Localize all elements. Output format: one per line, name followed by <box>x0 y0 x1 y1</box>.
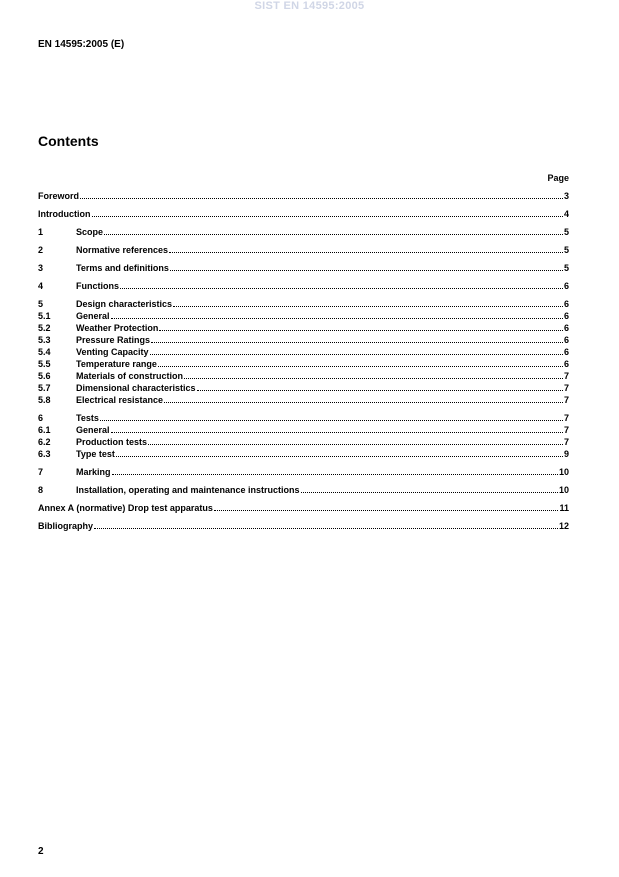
toc-leader-dots <box>151 334 563 343</box>
toc-entry-title: Pressure Ratings <box>76 335 151 345</box>
toc-entry-page: 6 <box>563 347 569 357</box>
page-column-heading: Page <box>547 173 569 183</box>
toc-entry-title: General <box>76 311 110 321</box>
toc-entry-number: 2 <box>38 245 44 255</box>
toc-entry-title: Terms and definitions <box>76 263 169 273</box>
toc-entry[interactable] <box>38 394 569 406</box>
toc-entry-number: 7 <box>38 467 44 477</box>
toc-entry-number: 5.8 <box>38 395 51 405</box>
toc-entry-number: 6.1 <box>38 425 51 435</box>
toc-entry-page: 6 <box>563 281 569 291</box>
toc-entry-page: 3 <box>563 191 569 201</box>
toc-entry-title: Annex A (normative) Drop test apparatus <box>38 503 213 513</box>
toc-entry-page: 5 <box>563 263 569 273</box>
toc-leader-dots <box>169 244 563 253</box>
toc-entry-title: Bibliography <box>38 521 94 531</box>
toc-entry-page: 12 <box>558 521 569 531</box>
toc-entry[interactable] <box>38 520 569 532</box>
toc-entry-title: Foreword <box>38 191 80 201</box>
toc-leader-dots <box>164 394 563 403</box>
toc-entry-title: Introduction <box>38 209 91 219</box>
toc-entry[interactable] <box>38 262 569 274</box>
toc-leader-dots <box>104 226 563 235</box>
toc-leader-dots <box>214 502 559 511</box>
toc-entry[interactable] <box>38 370 569 382</box>
toc-leader-dots <box>301 484 558 493</box>
toc-entry-number: 1 <box>38 227 44 237</box>
toc-entry-number: 8 <box>38 485 44 495</box>
toc-leader-dots <box>120 280 563 289</box>
toc-leader-dots <box>184 370 563 379</box>
toc-entry[interactable] <box>38 412 569 424</box>
toc-leader-dots <box>92 208 563 217</box>
toc-entry-page: 7 <box>563 371 569 381</box>
toc-entry-title: Dimensional characteristics <box>76 383 196 393</box>
toc-entry-number: 3 <box>38 263 44 273</box>
toc-entry-title: Scope <box>76 227 104 237</box>
toc-entry-page: 7 <box>563 437 569 447</box>
toc-leader-dots <box>94 520 558 529</box>
toc-entry-page: 5 <box>563 245 569 255</box>
toc-leader-dots <box>197 382 563 391</box>
toc-leader-dots <box>111 424 563 433</box>
toc-entry[interactable] <box>38 346 569 358</box>
toc-entry-page: 10 <box>558 485 569 495</box>
toc-entry[interactable] <box>38 280 569 292</box>
toc-entry-title: Functions <box>76 281 119 291</box>
toc-entry[interactable] <box>38 484 569 496</box>
toc-entry-title: Design characteristics <box>76 299 173 309</box>
toc-entry-page: 6 <box>563 335 569 345</box>
toc-entry-page: 5 <box>563 227 569 237</box>
toc-entry[interactable] <box>38 298 569 310</box>
toc-entry[interactable] <box>38 190 569 202</box>
toc-entry-title: Normative references <box>76 245 169 255</box>
toc-entry-number: 5.1 <box>38 311 51 321</box>
toc-leader-dots <box>173 298 563 307</box>
toc-entry-page: 6 <box>563 299 569 309</box>
toc-entry-title: Venting Capacity <box>76 347 149 357</box>
toc-leader-dots <box>148 436 563 445</box>
toc-entry-number: 5.5 <box>38 359 51 369</box>
toc-entry[interactable] <box>38 448 569 460</box>
toc-entry-title: Production tests <box>76 437 148 447</box>
toc-leader-dots <box>170 262 563 271</box>
toc-entry[interactable] <box>38 358 569 370</box>
toc-entry-title: Temperature range <box>76 359 157 369</box>
toc-entry-page: 7 <box>563 425 569 435</box>
toc-leader-dots <box>112 466 558 475</box>
toc-leader-dots <box>80 190 563 199</box>
toc-entry-number: 5.4 <box>38 347 51 357</box>
toc-entry-page: 10 <box>558 467 569 477</box>
toc-entry-page: 9 <box>563 449 569 459</box>
toc-entry[interactable] <box>38 424 569 436</box>
toc-entry-page: 6 <box>563 311 569 321</box>
toc-entry-title: Weather Protection <box>76 323 159 333</box>
toc-leader-dots <box>111 310 563 319</box>
toc-entry[interactable] <box>38 244 569 256</box>
toc-entry[interactable] <box>38 502 569 514</box>
toc-entry[interactable] <box>38 310 569 322</box>
toc-entry[interactable] <box>38 382 569 394</box>
toc-entry[interactable] <box>38 466 569 478</box>
toc-entry[interactable] <box>38 322 569 334</box>
toc-entry-page: 4 <box>563 209 569 219</box>
watermark: SIST EN 14595:2005 <box>254 0 365 12</box>
toc-leader-dots <box>116 448 563 457</box>
contents-title: Contents <box>38 133 99 149</box>
toc-entry-title: Electrical resistance <box>76 395 164 405</box>
toc-entry-title: Installation, operating and maintenance instructions <box>76 485 300 495</box>
toc-entry-page: 7 <box>563 413 569 423</box>
toc-entry-number: 5.2 <box>38 323 51 333</box>
toc-entry-number: 5.7 <box>38 383 51 393</box>
toc-entry-number: 5.3 <box>38 335 51 345</box>
toc-entry-number: 4 <box>38 281 44 291</box>
toc-entry-number: 6.2 <box>38 437 51 447</box>
toc-leader-dots <box>100 412 563 421</box>
table-of-contents <box>38 190 569 532</box>
toc-entry-page: 7 <box>563 395 569 405</box>
toc-entry-title: Marking <box>76 467 111 477</box>
toc-entry-page: 7 <box>563 383 569 393</box>
toc-leader-dots <box>158 358 563 367</box>
toc-entry-title: Materials of construction <box>76 371 184 381</box>
toc-entry-title: Tests <box>76 413 99 423</box>
toc-entry[interactable] <box>38 226 569 238</box>
toc-entry[interactable] <box>38 334 569 346</box>
toc-entry-page: 6 <box>563 323 569 333</box>
toc-entry-number: 5.6 <box>38 371 51 381</box>
toc-entry-number: 6 <box>38 413 44 423</box>
toc-leader-dots <box>150 346 563 355</box>
toc-entry[interactable] <box>38 436 569 448</box>
toc-leader-dots <box>159 322 563 331</box>
toc-entry-title: Type test <box>76 449 115 459</box>
toc-entry-page: 11 <box>559 503 569 513</box>
toc-entry-number: 6.3 <box>38 449 51 459</box>
toc-entry-title: General <box>76 425 110 435</box>
document-id: EN 14595:2005 (E) <box>38 39 125 50</box>
page-number: 2 <box>38 846 44 857</box>
toc-entry[interactable] <box>38 208 569 220</box>
toc-entry-number: 5 <box>38 299 44 309</box>
toc-entry-page: 6 <box>563 359 569 369</box>
